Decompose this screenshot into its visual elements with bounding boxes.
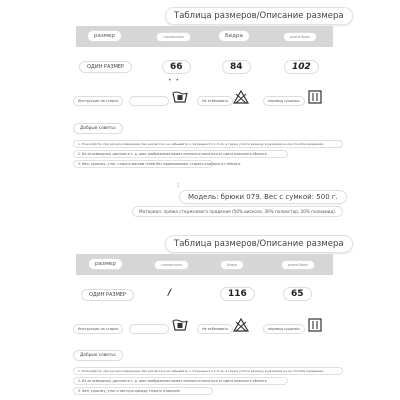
value-length: 102 — [285, 61, 318, 73]
size-label-2: ОДИН РАЗМЕР — [82, 290, 133, 300]
blank-label-2 — [130, 325, 168, 333]
blank-label — [130, 97, 168, 105]
size-table-title: Таблица размеров/Описание размера — [166, 8, 352, 24]
wash-instructions-label-2: Инструкции по стирке — [74, 325, 122, 333]
value-hips-2: 116 — [221, 288, 254, 300]
header-length-2: длина брюк — [282, 261, 314, 269]
tip-3: 3. Фен, сушилку, утюг, стирать мягким гелем без подвешивания. стирать отдельно от тёмного. — [74, 161, 212, 167]
value-waist: 66 — [163, 61, 190, 73]
tip-1-2: 1. Пожалуйста, при ручном измерении, без нахлеста и не забывайте о погрешности 1-3 см, а также учтите разницу в размерах из-за способа измерения. — [74, 368, 342, 374]
dry-icon-2 — [307, 318, 323, 332]
header-length: длина брюк — [284, 33, 316, 41]
hand-wash-icon — [172, 90, 188, 104]
hand-wash-icon-2 — [172, 318, 188, 332]
header-size-2: размер — [89, 259, 122, 269]
header-size: размер — [88, 31, 121, 41]
header-waist-2: горизонталь — [155, 261, 188, 269]
separator-dots: • • — [168, 77, 180, 84]
value-waist-2: / — [168, 288, 172, 298]
no-bleach-label-2: Не отбеливать — [198, 325, 232, 333]
header-waist: горизонталь — [157, 33, 190, 41]
no-bleach-icon — [233, 90, 249, 104]
value-length-2: 65 — [284, 288, 311, 300]
tip-2-2: 2. Из-за освещения, дисплея и т. д. цвет изображения может немного отличаться от цвета реального объекта — [74, 378, 287, 384]
advice-title-2: Добрые советы: — [74, 351, 122, 360]
colon-mark: : — [177, 181, 180, 189]
dry-icon — [307, 90, 323, 104]
tip-1: 1. Пожалуйста, при ручном измерении, без нахлеста и не забывайте о погрешности 1-3 см, а также учтите разницу в размерах из-за способа измерения. — [74, 141, 342, 147]
model-info: Модель: брюки 079. Вес с сумкой: 500 г. — [180, 191, 346, 203]
value-hips: 84 — [223, 61, 250, 73]
material-info: Материал: пряжа стержневого прядения (50% вискоза, 30% полиэстер, 20% полиамид). — [133, 207, 342, 216]
size-label: ОДИН РАЗМЕР — [80, 62, 131, 72]
tumble-dry-label-2: перевод сушилки — [264, 325, 304, 333]
header-hips: Бедра — [219, 31, 249, 41]
wash-instructions-label: Инструкции по стирке — [74, 97, 122, 105]
size-table-title-2: Таблица размеров/Описание размера — [166, 236, 352, 252]
advice-title: Добрые советы: — [74, 124, 122, 133]
no-bleach-label: Не отбеливать — [198, 97, 232, 105]
tumble-dry-label: перевод сушилки — [264, 97, 304, 105]
header-hips-2: Бедра — [221, 261, 243, 269]
tip-2: 2. Из-за освещения, дисплея и т. д. цвет изображения может немного отличаться от цвета реального объекта — [74, 151, 287, 157]
no-bleach-icon-2 — [233, 318, 249, 332]
tip-3-2: 3. Фен, сушилку, утюг и светлую одежду стирать отдельно! — [74, 388, 212, 394]
